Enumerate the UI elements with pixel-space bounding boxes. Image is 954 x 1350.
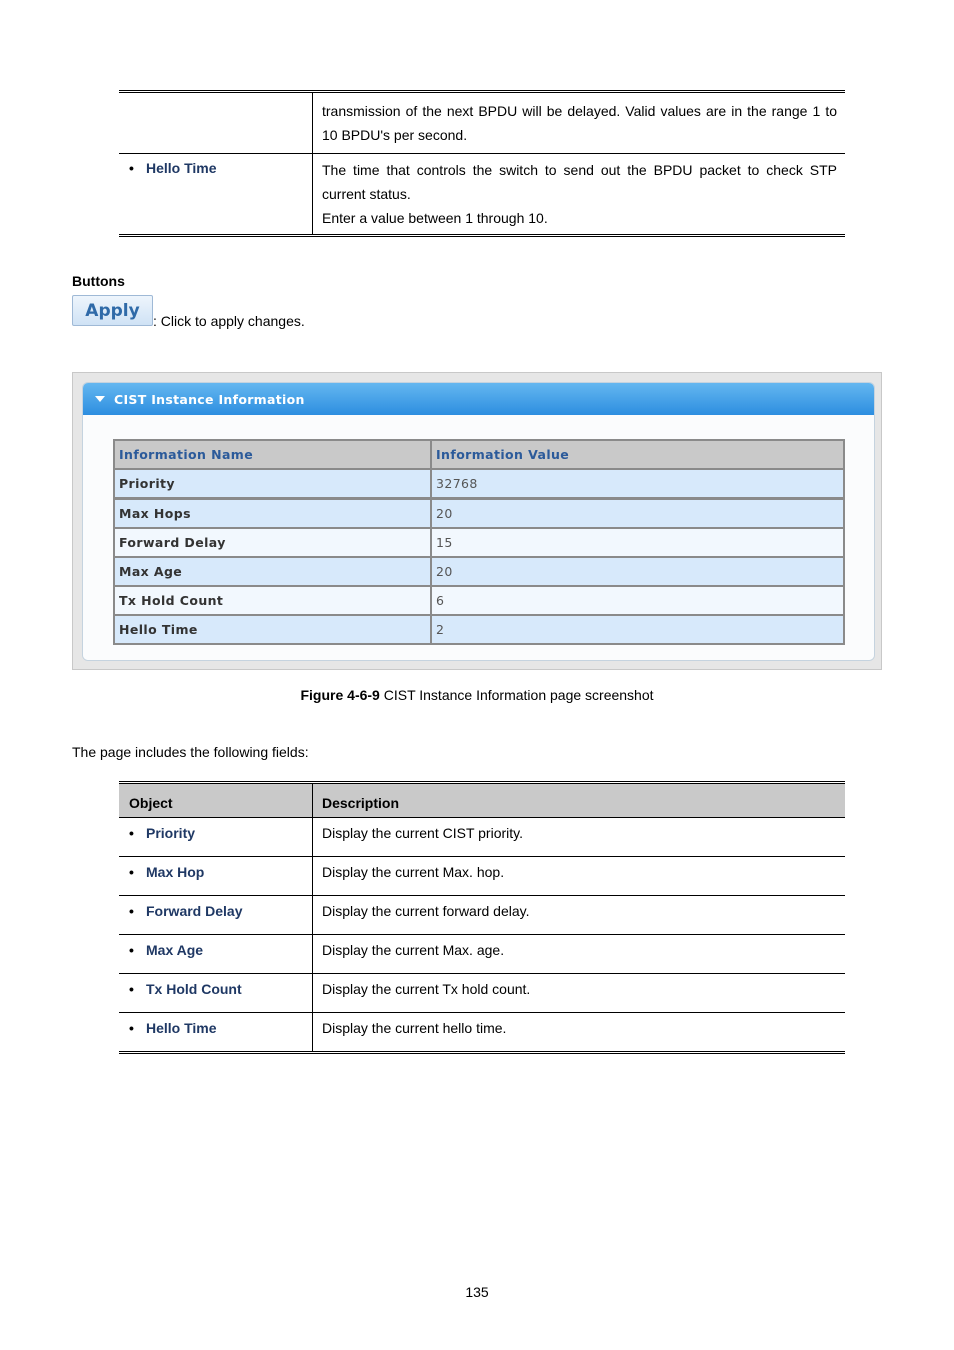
table-bottom-rule	[119, 1051, 845, 1054]
object-label: Hello Time	[146, 1020, 217, 1036]
info-value: 20	[436, 506, 453, 521]
apply-button[interactable]: Apply	[72, 295, 153, 326]
description-cell	[313, 154, 845, 234]
description-cell: Display the current CIST priority.	[322, 825, 523, 841]
table-row	[119, 93, 845, 154]
info-table-header	[115, 441, 843, 468]
object-cell	[119, 154, 313, 234]
description-cell	[313, 93, 845, 153]
intro-text: The page includes the following fields:	[72, 744, 309, 760]
info-name: Hello Time	[115, 616, 432, 643]
info-table	[113, 439, 845, 645]
description-cell: Display the current Max. hop.	[322, 864, 505, 880]
info-row-max-age	[115, 556, 843, 585]
object-cell	[119, 93, 313, 153]
panel-body	[83, 415, 874, 660]
table-bottom-rule	[119, 234, 845, 237]
info-value: 6	[436, 593, 445, 608]
table-row	[119, 896, 845, 935]
bullet-icon: •	[129, 1020, 134, 1036]
info-row-tx-hold-count	[115, 585, 843, 614]
info-row-max-hops	[115, 497, 843, 527]
table-row	[119, 154, 845, 234]
info-name: Max Hops	[115, 500, 432, 527]
info-value: 15	[436, 535, 453, 550]
info-name: Tx Hold Count	[115, 587, 432, 614]
description-text: Enter a value between 1 through 10.	[322, 210, 548, 226]
object-label: Max Age	[146, 942, 204, 958]
table-row	[119, 818, 845, 857]
panel-title: CIST Instance Information	[114, 391, 305, 407]
column-header-name: Information Name	[115, 441, 432, 468]
panel-header[interactable]	[83, 383, 874, 415]
object-label: Tx Hold Count	[146, 981, 242, 997]
bullet-icon: •	[129, 160, 134, 176]
info-value: 20	[436, 564, 453, 579]
bullet-icon: •	[129, 903, 134, 919]
info-value: 32768	[436, 476, 478, 491]
info-row-hello-time	[115, 614, 843, 643]
header-description: Description	[322, 794, 400, 811]
figure-label: Figure 4-6-9	[300, 687, 380, 703]
object-label: Max Hop	[146, 864, 205, 880]
fields-table-header	[119, 784, 845, 818]
description-cell: Display the current Max. age.	[322, 942, 505, 958]
table-row	[119, 1013, 845, 1051]
collapse-triangle-icon[interactable]	[95, 396, 105, 402]
column-header-value: Information Value	[436, 447, 570, 462]
info-row-forward-delay	[115, 527, 843, 556]
page-number: 135	[465, 1284, 489, 1300]
cist-info-panel	[82, 382, 875, 661]
info-name: Priority	[115, 470, 432, 497]
bullet-icon: •	[129, 981, 134, 997]
table-row	[119, 935, 845, 974]
figure-text: CIST Instance Information page screenshot	[379, 687, 654, 703]
object-label: Hello Time	[146, 160, 217, 176]
bullet-icon: •	[129, 942, 134, 958]
description-text: The time that controls the switch to send out the BPDU packet to check STP current status.	[322, 162, 837, 202]
fields-table	[119, 781, 845, 1054]
info-name: Max Age	[115, 558, 432, 585]
info-name: Forward Delay	[115, 529, 432, 556]
figure-caption	[0, 687, 954, 703]
table-row	[119, 974, 845, 1013]
object-label: Priority	[146, 825, 196, 841]
info-row-priority	[115, 468, 843, 497]
description-cell: Display the current hello time.	[322, 1020, 507, 1036]
description-cell: Display the current forward delay.	[322, 903, 530, 919]
buttons-heading: Buttons	[72, 273, 125, 289]
description-cell: Display the current Tx hold count.	[322, 981, 531, 997]
object-label: Forward Delay	[146, 903, 243, 919]
header-object: Object	[119, 784, 313, 817]
bullet-icon: •	[129, 864, 134, 880]
bullet-icon: •	[129, 825, 134, 841]
table-row	[119, 857, 845, 896]
info-value: 2	[436, 622, 445, 637]
screenshot-figure	[72, 372, 882, 670]
description-text: transmission of the next BPDU will be delayed. Valid values are in the range 1 to 10 BPDU's per second.	[322, 103, 837, 143]
parameter-table-continued	[119, 90, 845, 237]
apply-description: : Click to apply changes.	[153, 313, 305, 329]
